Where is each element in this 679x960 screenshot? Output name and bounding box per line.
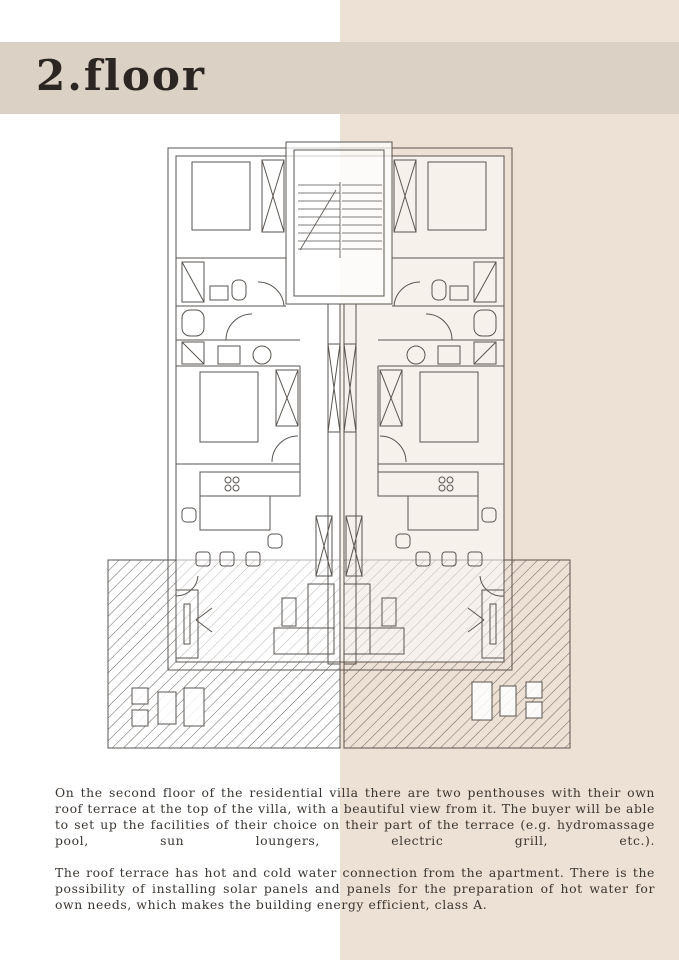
terrace-furniture-right — [472, 682, 492, 720]
stair-core — [286, 142, 392, 304]
page-title: 2.floor — [36, 51, 207, 100]
description-paragraph-2: The roof terrace has hot and cold water connection from the apartment. There is the possibility of installing solar panels and panels for the preparation of hot water for own needs, which makes the building energy efficient, class A. — [55, 865, 655, 912]
description-paragraph-1: On the second floor of the residential villa there are two penthouses with their own roof terrace at the top of the villa, with a beautiful view from it. The buyer will be able to set up the facilities of their choice on their part of the terrace (e.g. hydromassage pool, sun loungers, electric grill, etc.). — [55, 785, 655, 848]
floor-plan — [104, 140, 576, 752]
terrace-furniture-left — [132, 688, 148, 704]
description-text — [55, 785, 655, 929]
